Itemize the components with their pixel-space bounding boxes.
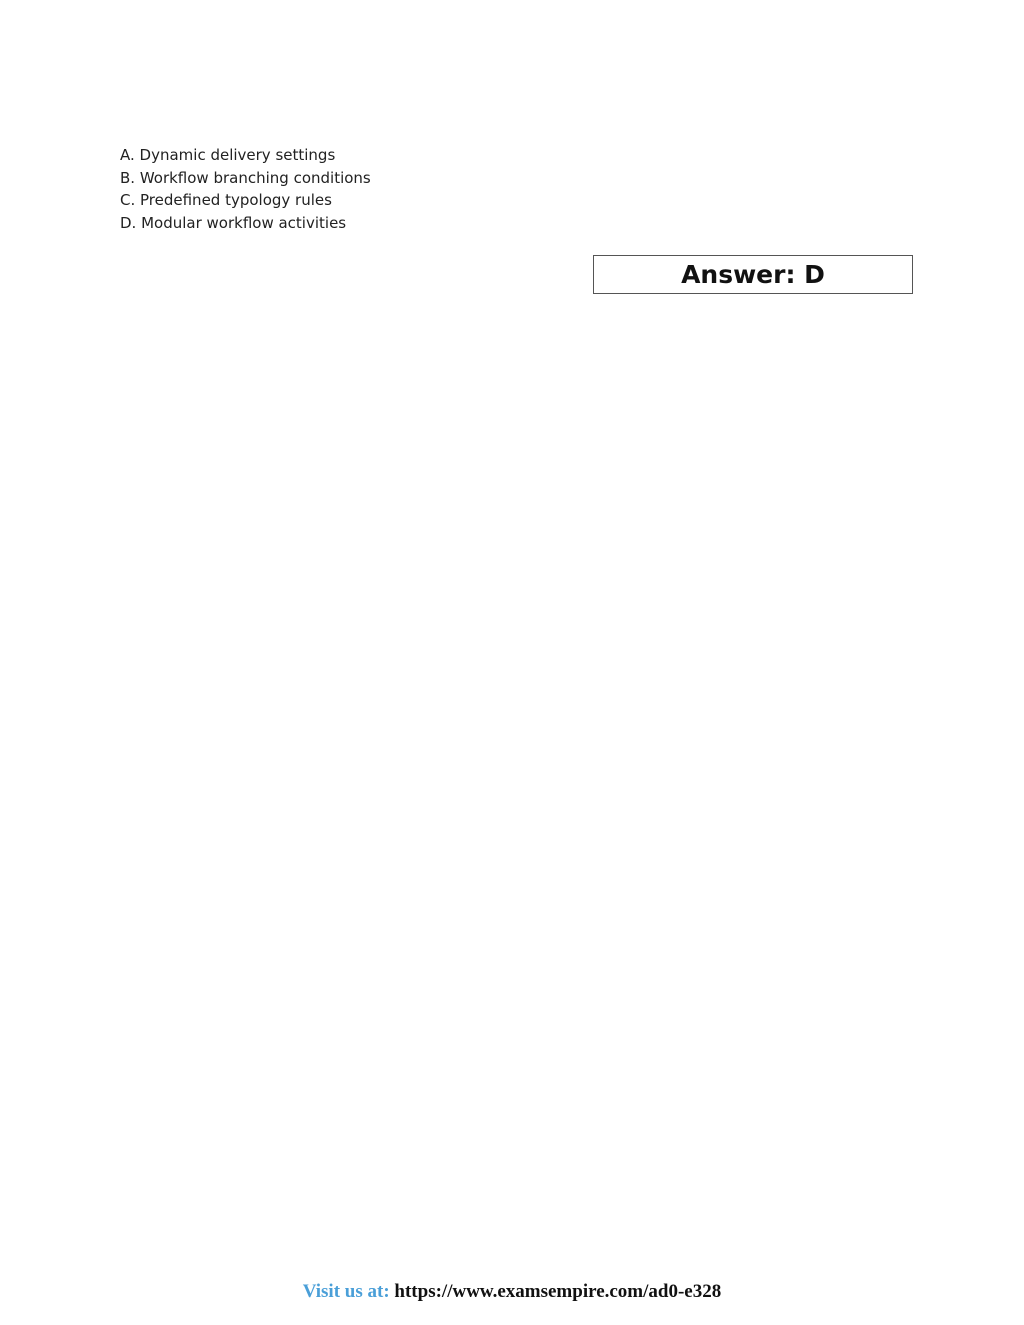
answer-box: Answer: D: [593, 255, 913, 294]
footer-visit-label: Visit us at:: [302, 1281, 390, 1302]
answer-options-list: [120, 144, 371, 234]
option-b: B. Workflow branching conditions: [120, 168, 371, 187]
option-a: A. Dynamic delivery settings: [120, 146, 336, 164]
option-d: D. Modular workflow activities: [120, 213, 347, 232]
option-c: C. Predefined typology rules: [120, 191, 332, 209]
footer-url-link[interactable]: https://www.examsempire.com/ad0-e328: [394, 1281, 722, 1302]
footer: [0, 1281, 1024, 1303]
